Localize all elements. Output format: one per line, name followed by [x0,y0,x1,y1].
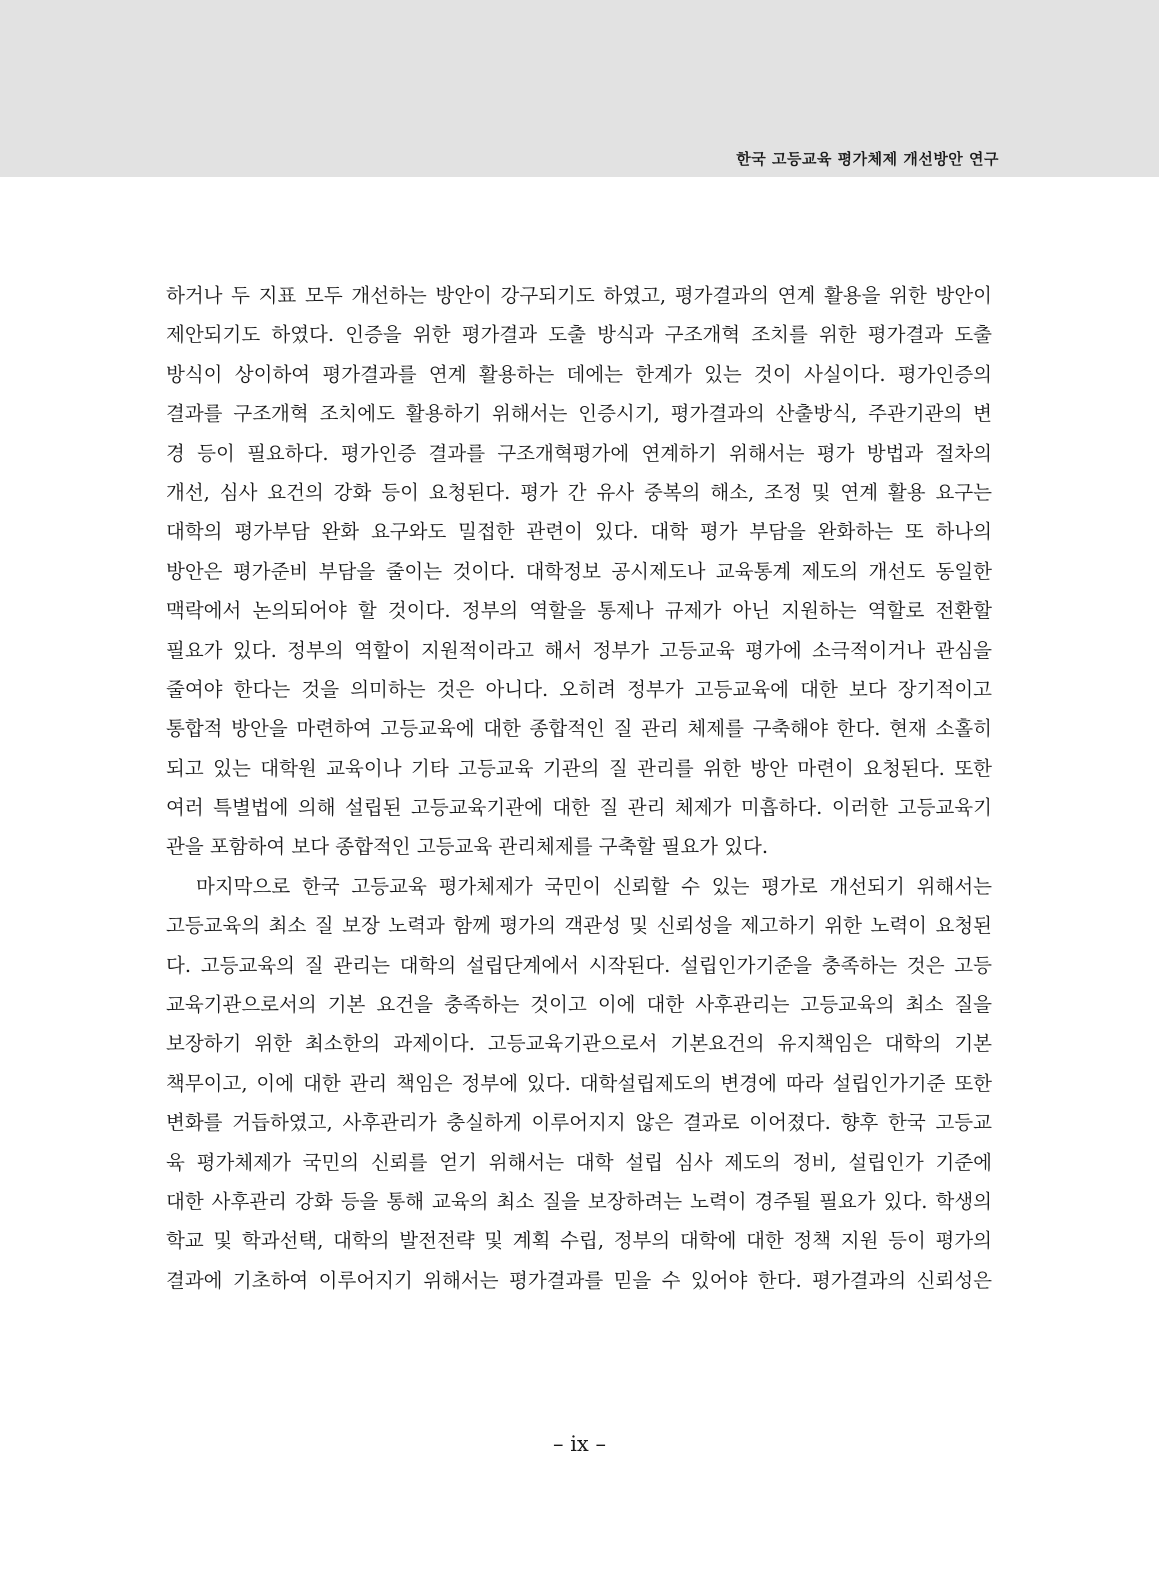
running-title: 한국 고등교육 평가체제 개선방안 연구 [736,150,999,168]
header-band [0,0,1159,177]
text-line: 결과에 기초하여 이루어지기 위해서는 평가결과를 믿을 수 있어야 한다. 평가결과의 신뢰성은 [166,1268,992,1292]
body-text [166,276,992,1300]
text-line: 필요가 있다. 정부의 역할이 지원적이라고 해서 정부가 고등교육 평가에 소극적이거나 관심을 [166,638,992,662]
text-line: 다. 고등교육의 질 관리는 대학의 설립단계에서 시작된다. 설립인가기준을 충족하는 것은 고등 [166,953,992,977]
text-line: 육 평가체제가 국민의 신뢰를 얻기 위해서는 대학 설립 심사 제도의 정비, 설립인가 기준에 [166,1150,992,1174]
text-line: 되고 있는 대학원 교육이나 기타 고등교육 기관의 질 관리를 위한 방안 마련이 요청된다. 또한 [166,756,992,780]
text-line: 개선, 심사 요건의 강화 등이 요청된다. 평가 간 유사 중복의 해소, 조정 및 연계 활용 요구는 [166,480,992,504]
text-line: 방식이 상이하여 평가결과를 연계 활용하는 데에는 한계가 있는 것이 사실이다. 평가인증의 [166,362,992,386]
text-line: 책무이고, 이에 대한 관리 책임은 정부에 있다. 대학설립제도의 변경에 따라 설립인가기준 또한 [166,1071,992,1095]
paragraph-end-line: 관을 포함하여 보다 종합적인 고등교육 관리체제를 구축할 필요가 있다. [166,835,769,859]
text-line: 줄여야 한다는 것을 의미하는 것은 아니다. 오히려 정부가 고등교육에 대한 보다 장기적이고 [166,677,992,701]
text-line: 경 등이 필요하다. 평가인증 결과를 구조개혁평가에 연계하기 위해서는 평가 방법과 절차의 [166,441,992,465]
text-line: 학교 및 학과선택, 대학의 발전전략 및 계획 수립, 정부의 대학에 대한 정책 지원 등이 평가의 [166,1229,992,1253]
text-line: 방안은 평가준비 부담을 줄이는 것이다. 대학정보 공시제도나 교육통계 제도의 개선도 동일한 [166,559,992,583]
text-line: 여러 특별법에 의해 설립된 고등교육기관에 대한 질 관리 체제가 미흡하다. 이러한 고등교육기 [166,796,992,820]
text-line: 변화를 거듭하였고, 사후관리가 충실하게 이루어지지 않은 결과로 이어졌다. 향후 한국 고등교 [166,1111,992,1135]
text-line: 고등교육의 최소 질 보장 노력과 함께 평가의 객관성 및 신뢰성을 제고하기 위한 노력이 요청된 [166,914,992,938]
page-number: – ix – [553,1432,606,1456]
text-line: 맥락에서 논의되어야 할 것이다. 정부의 역할을 통제나 규제가 아닌 지원하는 역할로 전환할 [166,599,992,623]
text-line: 보장하기 위한 최소한의 과제이다. 고등교육기관으로서 기본요건의 유지책임은 대학의 기본 [166,1032,992,1056]
text-line: 교육기관으로서의 기본 요건을 충족하는 것이고 이에 대한 사후관리는 고등교육의 최소 질을 [166,993,992,1017]
text-line: 하거나 두 지표 모두 개선하는 방안이 강구되기도 하였고, 평가결과의 연계 활용을 위한 방안이 [166,284,992,307]
text-line: 제안되기도 하였다. 인증을 위한 평가결과 도출 방식과 구조개혁 조치를 위한 평가결과 도출 [166,323,992,347]
paragraph-start-line: 마지막으로 한국 고등교육 평가체제가 국민이 신뢰할 수 있는 평가로 개선되기 위해서는 [196,874,992,898]
text-line: 대한 사후관리 강화 등을 통해 교육의 최소 질을 보장하려는 노력이 경주될 필요가 있다. 학생의 [166,1189,992,1213]
text-line: 결과를 구조개혁 조치에도 활용하기 위해서는 인증시기, 평가결과의 산출방식, 주관기관의 변 [166,402,992,426]
text-line: 통합적 방안을 마련하여 고등교육에 대한 종합적인 질 관리 체제를 구축해야 한다. 현재 소홀히 [166,717,992,741]
text-line: 대학의 평가부담 완화 요구와도 밀접한 관련이 있다. 대학 평가 부담을 완화하는 또 하나의 [166,520,992,544]
